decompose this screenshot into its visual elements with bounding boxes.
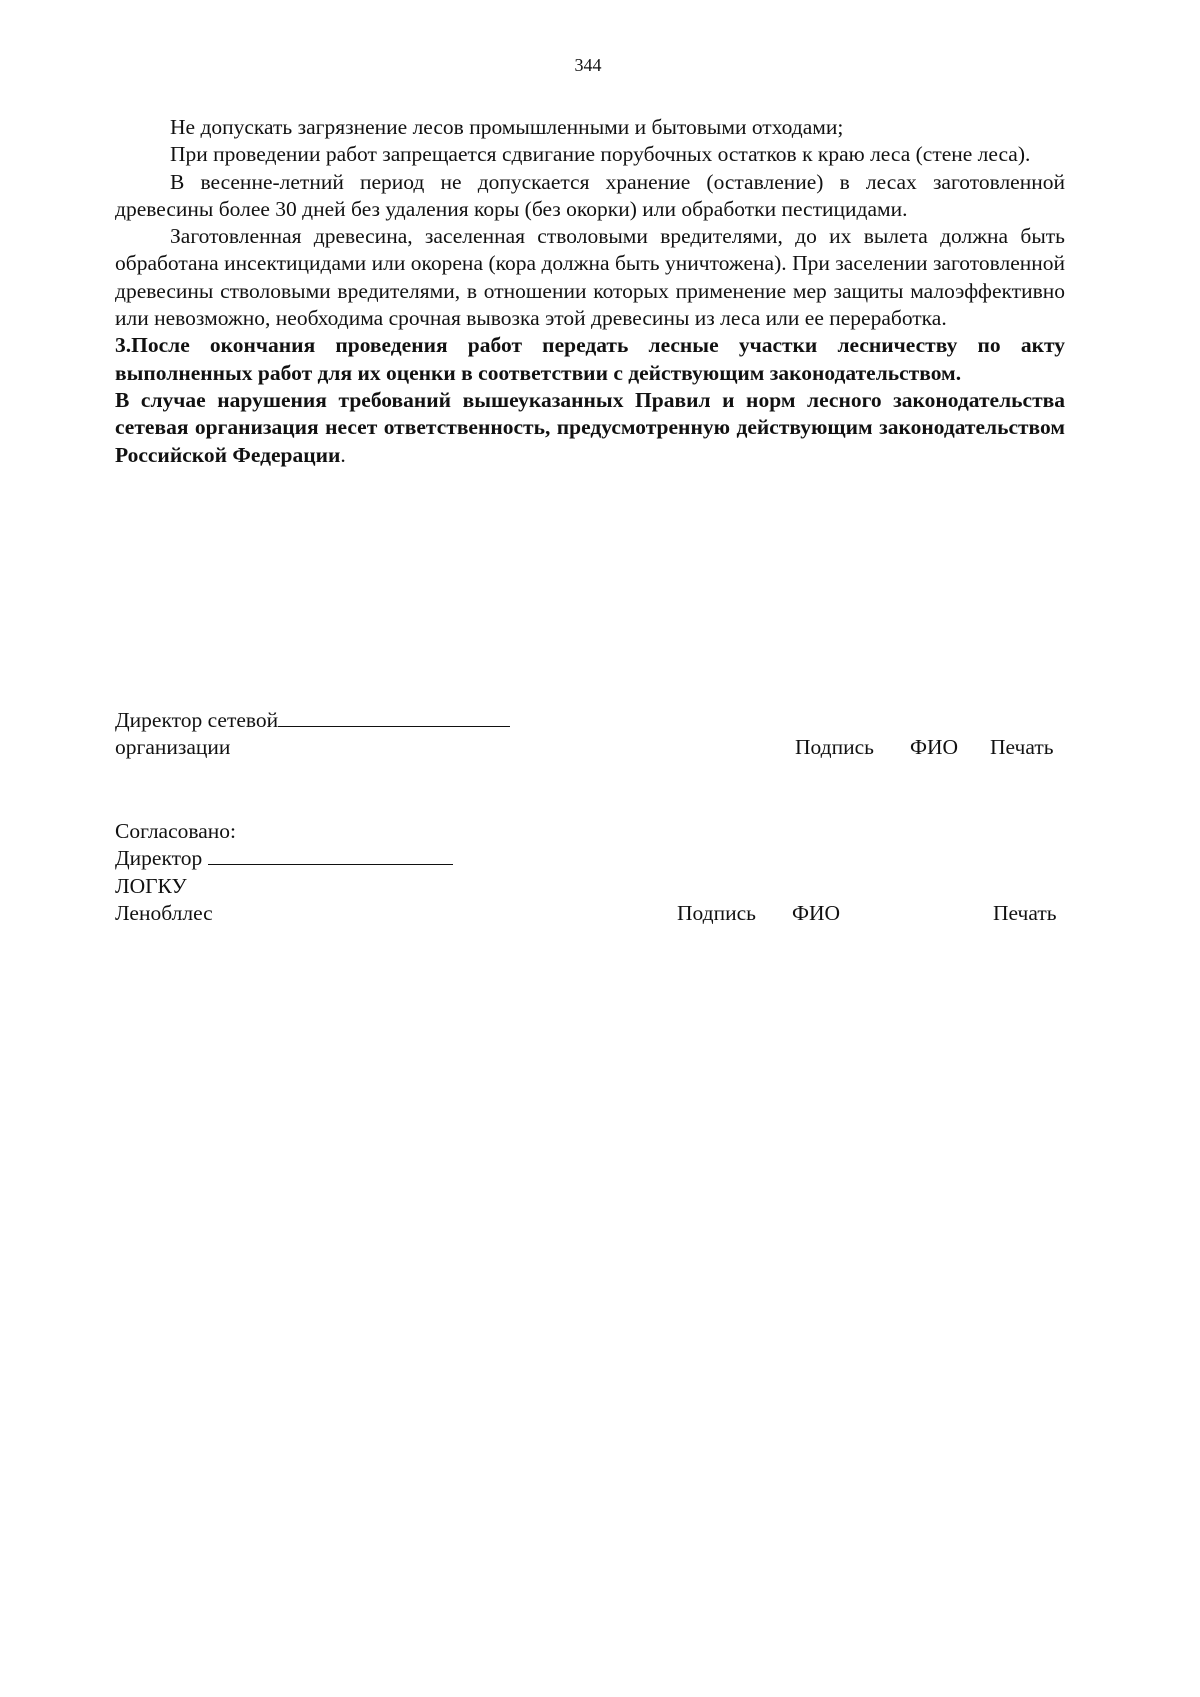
paragraph-handover-after-work: 3.После окончания проведения работ передать лесные участки лесничеству по акту выполненных работ для их оценки в соответствии с действующим законодательством. — [115, 333, 1065, 385]
director-signature-block — [115, 707, 510, 762]
director-title-line1: Директор сетевой — [115, 708, 279, 732]
approved-title-row — [115, 845, 453, 872]
document-body — [115, 114, 1065, 469]
liability-bold-text: В случае нарушения требований вышеуказанных Правил и норм лесного законодательства сетевая организация несет ответственность, предусмотренную действующим законодательством Российской Федерации — [115, 387, 1065, 467]
page-number: 344 — [574, 55, 602, 75]
paragraph-no-moving-residues: При проведении работ запрещается сдвигание порубочных остатков к краю леса (стене леса). — [170, 142, 1031, 167]
approved-sign-label: Подпись — [677, 901, 756, 925]
approved-name-label: ФИО — [792, 901, 841, 925]
director-name-label: ФИО — [910, 735, 959, 759]
director-stamp-label: Печать — [990, 735, 1054, 759]
approved-stamp-label: Печать — [993, 901, 1057, 925]
director-signature-line — [278, 708, 510, 727]
director-title-line2: организации — [115, 735, 231, 760]
approved-title-line2: ЛОГКУ — [115, 873, 187, 898]
paragraph-no-pollution: Не допускать загрязнение лесов промышленными и бытовыми отходами; — [170, 115, 844, 139]
approved-signature-line — [208, 846, 453, 865]
director-sign-label: Подпись — [795, 735, 874, 759]
approved-title-line3: Ленобллес — [115, 900, 213, 925]
approved-title-line1: Директор — [115, 846, 203, 871]
approved-label: Согласовано: — [115, 819, 237, 843]
paragraph-infested-wood: Заготовленная древесина, заселенная стволовыми вредителями, до их вылета должна быть обработана инсектицидами или окорена (кора должна быть уничтожена). При заселении заготовленной древесины стволовыми вредителями, в отношении которых применение мер защиты малоэффективно или невозможно, необходима срочная вывозка этой древесины из леса или ее переработка. — [115, 224, 1065, 331]
liability-period: . — [340, 442, 346, 467]
paragraph-spring-summer-storage: В весенне-летний период не допускается хранение (оставление) в лесах заготовленной древесины более 30 дней без удаления коры (без окорки) или обработки пестицидами. — [115, 169, 1065, 221]
paragraph-liability — [115, 387, 1065, 469]
director-title-row — [115, 707, 510, 734]
approved-signature-block — [115, 818, 453, 927]
